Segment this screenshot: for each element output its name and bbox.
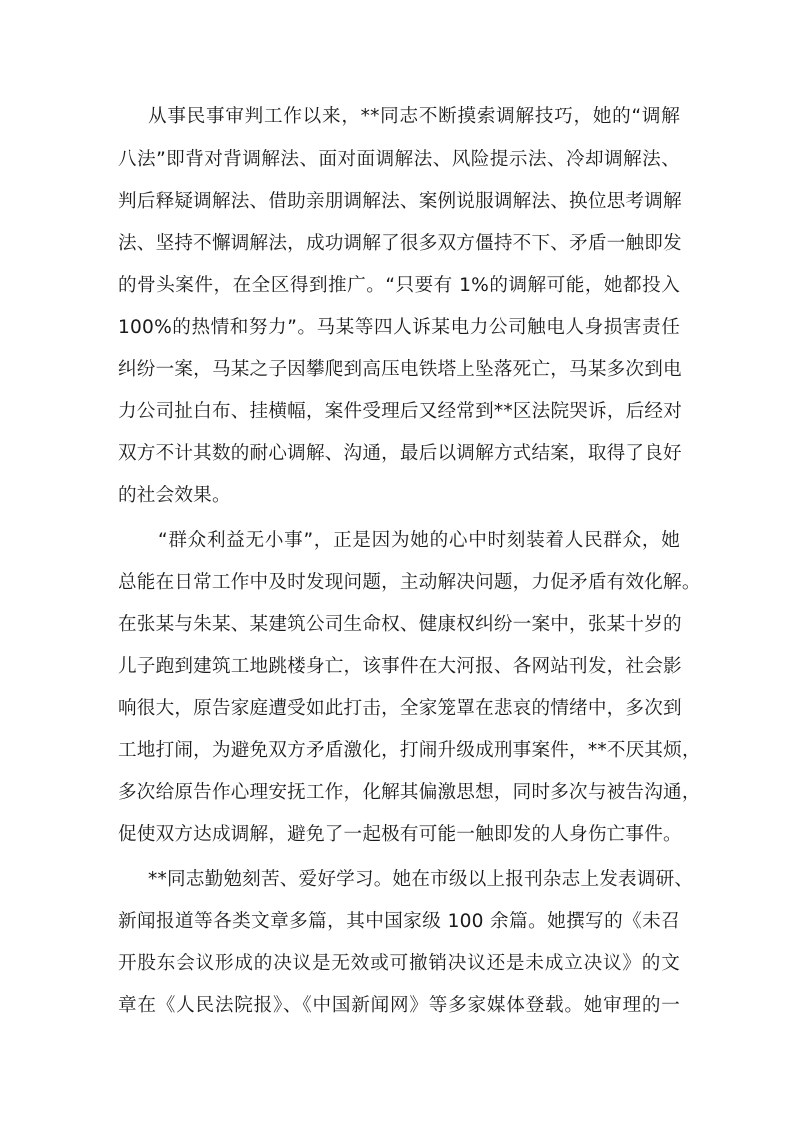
text-line: 开股东会议形成的决议是无效或可撤销决议还是未成立决议》的文 [118, 953, 680, 974]
text-line: 法、坚持不懈调解法，成功调解了很多双方僵持不下、矛盾一触即发 [118, 233, 682, 254]
text-line: 在张某与朱某、某建筑公司生命权、健康权纠纷一案中，张某十岁的 [118, 614, 682, 635]
text-line: 总能在日常工作中及时发现问题，主动解决问题，力促矛盾有效化解。 [118, 572, 701, 593]
text-line: 多次给原告作心理安抚工作，化解其偏激思想，同时多次与被告沟通， [118, 782, 701, 803]
text-line: 的社会效果。 [118, 485, 231, 506]
text-line: “群众利益无小事”，正是因为她的心中时刻装着人民群众，她 [158, 530, 680, 551]
text-line: 100%的热情和努力”。马某等四人诉某电力公司触电人身损害责任 [118, 317, 680, 338]
text-line: 八法”即背对背调解法、面对面调解法、风险提示法、冷却调解法、 [118, 149, 680, 170]
text-line: 力公司扯白布、挂横幅，案件受理后又经常到**区法院哭诉，后经对 [118, 401, 683, 422]
text-line: 的骨头案件，在全区得到推广。“只要有 1%的调解可能，她都投入 [118, 275, 680, 296]
text-line: 响很大，原告家庭遭受如此打击，全家笼罩在悲哀的情绪中，多次到 [118, 698, 682, 719]
text-line: 章在《人民法院报》、《中国新闻网》等多家媒体登载。她审理的一 [118, 995, 680, 1016]
text-line: 判后释疑调解法、借助亲朋调解法、案例说服调解法、换位思考调解 [118, 191, 682, 212]
text-line: 新闻报道等各类文章多篇，其中国家级 100 余篇。她撰写的《未召 [118, 911, 680, 932]
text-line: 纠纷一案，马某之子因攀爬到高压电铁塔上坠落死亡，马某多次到电 [118, 359, 682, 380]
text-line: 工地打闹，为避免双方矛盾激化，打闹升级成刑事案件，**不厌其烦， [118, 740, 701, 761]
text-line: 双方不计其数的耐心调解、沟通，最后以调解方式结案，取得了良好 [118, 443, 682, 464]
text-line: **同志勤勉刻苦、爱好学习。她在市级以上报刊杂志上发表调研、 [148, 869, 694, 890]
text-line: 从事民事审判工作以来，**同志不断摸索调解技巧，她的“调解 [148, 106, 680, 127]
text-line: 促使双方达成调解，避免了一起极有可能一触即发的人身伤亡事件。 [118, 824, 682, 845]
text-line: 儿子跑到建筑工地跳楼身亡，该事件在大河报、各网站刊发，社会影 [118, 656, 682, 677]
